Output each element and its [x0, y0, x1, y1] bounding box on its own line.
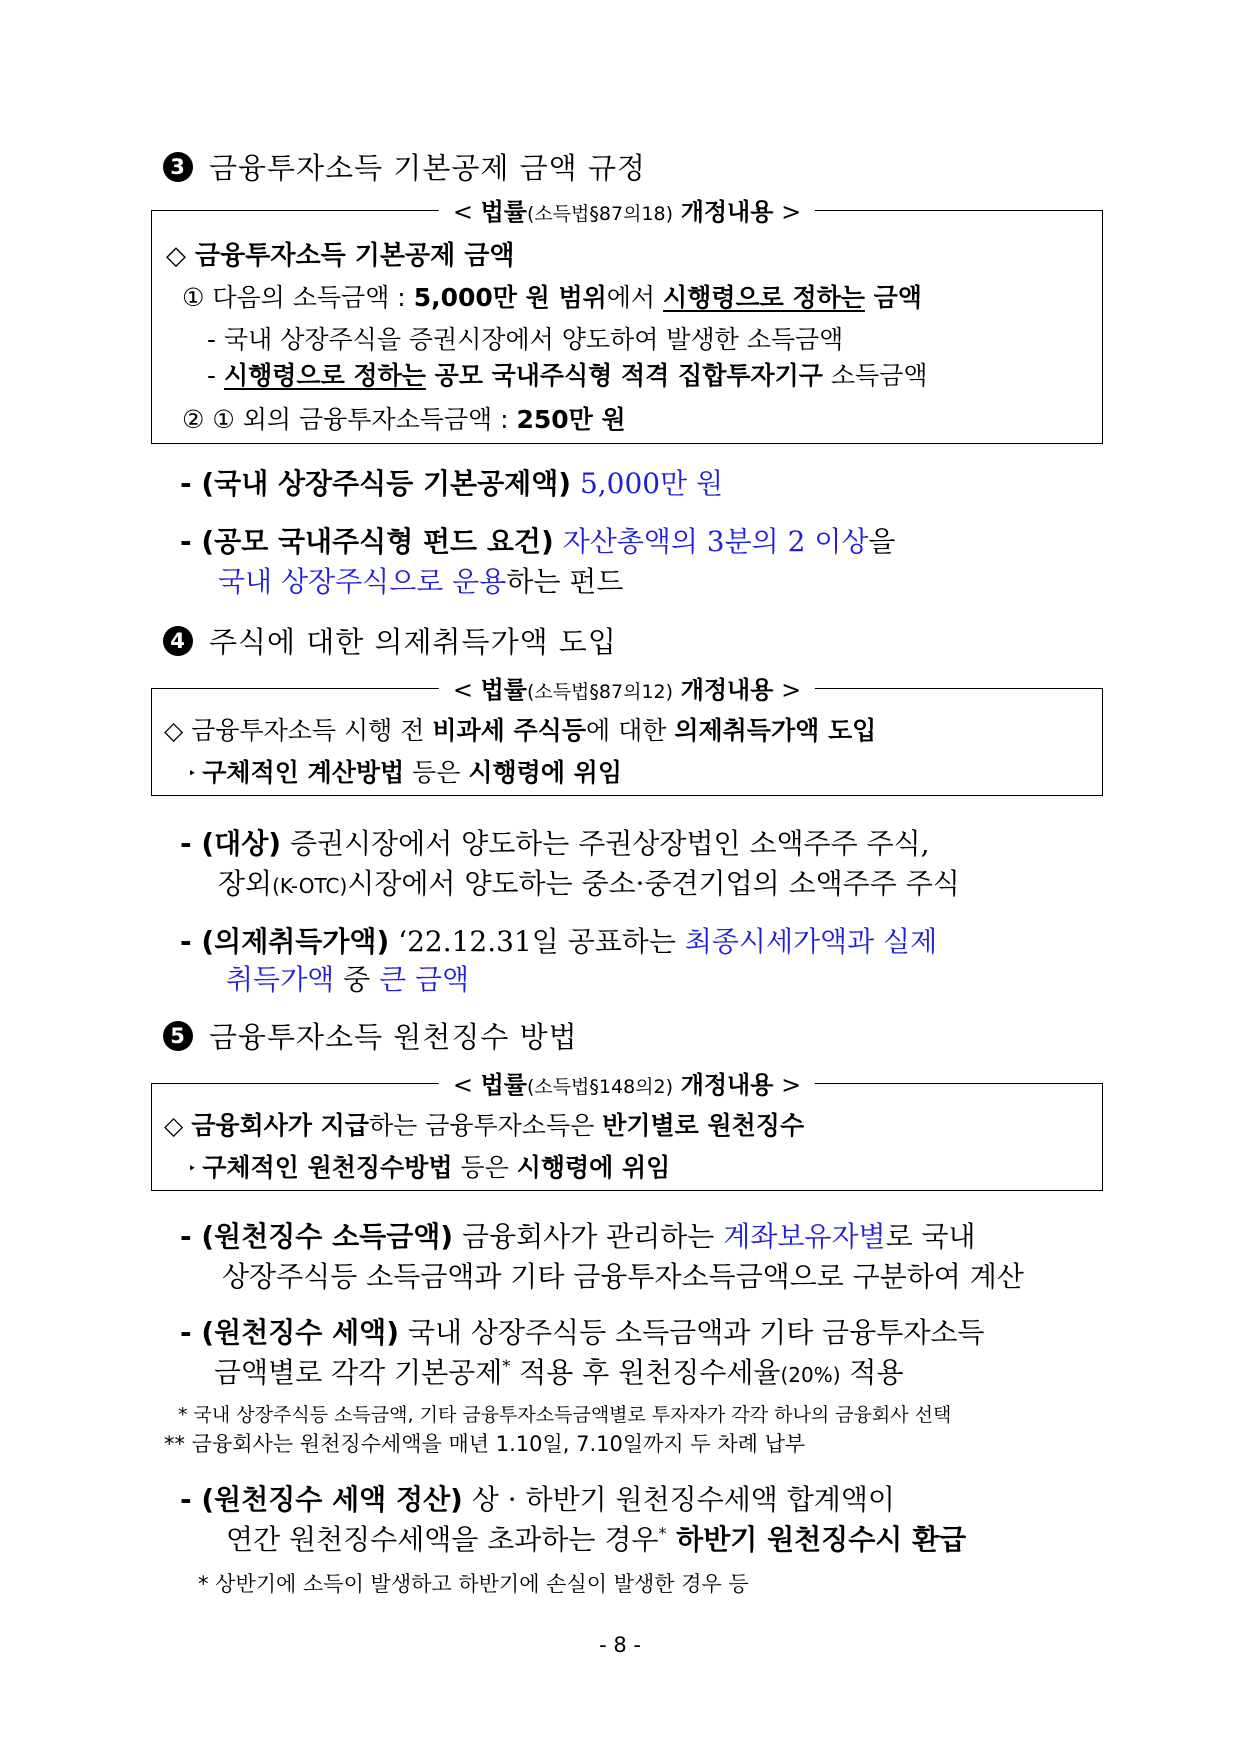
bullet-item: - (원천징수 세액 정산) 상 · 하반기 원천징수세액 합계액이 — [180, 1483, 895, 1516]
box-title: < 법률(소득법§87의18) 개정내용 > — [439, 192, 815, 227]
box-line: ② ① 외의 금융투자소득금액 : 250만 원 — [182, 405, 626, 434]
bullet-item: - (대상) 증권시장에서 양도하는 주권상장법인 소액주주 주식, — [180, 827, 930, 860]
box-line: ‣ 구체적인 원천징수방법 등은 시행령에 위임 — [188, 1153, 671, 1182]
bullet-continuation: 국내 상장주식으로 운용하는 펀드 — [218, 565, 624, 598]
section-5-heading — [163, 1015, 578, 1056]
box-line: - 국내 상장주식을 증권시장에서 양도하여 발생한 소득금액 — [207, 325, 844, 354]
box-line: ① 다음의 소득금액 : 5,000만 원 범위에서 시행령으로 정하는 금액 — [182, 283, 922, 312]
bullet-continuation: 장외(K-OTC)시장에서 양도하는 중소·중견기업의 소액주주 주식 — [218, 867, 960, 900]
bullet-item: - (국내 상장주식등 기본공제액) 5,000만 원 — [180, 467, 724, 500]
law-amendment-box-5 — [151, 1071, 1103, 1191]
law-amendment-box-4 — [151, 676, 1103, 796]
section-number-badge: 5 — [163, 1021, 193, 1051]
bullet-item: - (공모 국내주식형 펀드 요건) 자산총액의 3분의 2 이상을 — [180, 525, 896, 558]
bullet-continuation: 상장주식등 소득금액과 기타 금융투자소득금액으로 구분하여 계산 — [222, 1260, 1024, 1293]
footnote: * 상반기에 소득이 발생하고 하반기에 손실이 발생한 경우 등 — [198, 1572, 749, 1596]
box-title: < 법률(소득법§87의12) 개정내용 > — [439, 670, 815, 705]
box-line: ◇ 금융투자소득 시행 전 비과세 주식등에 대한 의제취득가액 도입 — [164, 716, 877, 745]
section-3-heading — [163, 146, 646, 187]
bullet-continuation: 금액별로 각각 기본공제* 적용 후 원천징수세율(20%) 적용 — [214, 1356, 904, 1389]
box-title: < 법률(소득법§148의2) 개정내용 > — [439, 1065, 815, 1100]
section-number-badge: 4 — [163, 626, 193, 656]
section-number-badge: 3 — [163, 152, 193, 182]
box-line: - 시행령으로 정하는 공모 국내주식형 적격 집합투자기구 소득금액 — [207, 361, 928, 390]
section-3-title: 금융투자소득 기본공제 금액 규정 — [209, 151, 646, 185]
section-4-title: 주식에 대한 의제취득가액 도입 — [209, 625, 617, 659]
box-line: ◇ 금융투자소득 기본공제 금액 — [166, 241, 515, 271]
bullet-item: - (원천징수 세액) 국내 상장주식등 소득금액과 기타 금융투자소득 — [180, 1316, 985, 1349]
bullet-item: - (의제취득가액) ‘22.12.31일 공표하는 최종시세가액과 실제 — [180, 925, 938, 958]
page-number: - 8 - — [599, 1633, 641, 1657]
box-line: ◇ 금융회사가 지급하는 금융투자소득은 반기별로 원천징수 — [164, 1111, 805, 1140]
bullet-continuation: 연간 원천징수세액을 초과하는 경우* 하반기 원천징수시 환급 — [226, 1523, 967, 1556]
box-line: ‣ 구체적인 계산방법 등은 시행령에 위임 — [188, 758, 622, 787]
footnote: * 국내 상장주식등 소득금액, 기타 금융투자소득금액별로 투자자가 각각 하나의 금융회사 선택 — [178, 1404, 952, 1426]
footnote: ** 금융회사는 원천징수세액을 매년 1.10일, 7.10일까지 두 차례 납부 — [164, 1432, 806, 1456]
section-5-title: 금융투자소득 원천징수 방법 — [209, 1020, 578, 1054]
bullet-continuation: 취득가액 중 큰 금액 — [226, 963, 470, 996]
bullet-item: - (원천징수 소득금액) 금융회사가 관리하는 계좌보유자별로 국내 — [180, 1220, 976, 1253]
law-amendment-box-3 — [151, 198, 1103, 444]
section-4-heading — [163, 620, 617, 661]
